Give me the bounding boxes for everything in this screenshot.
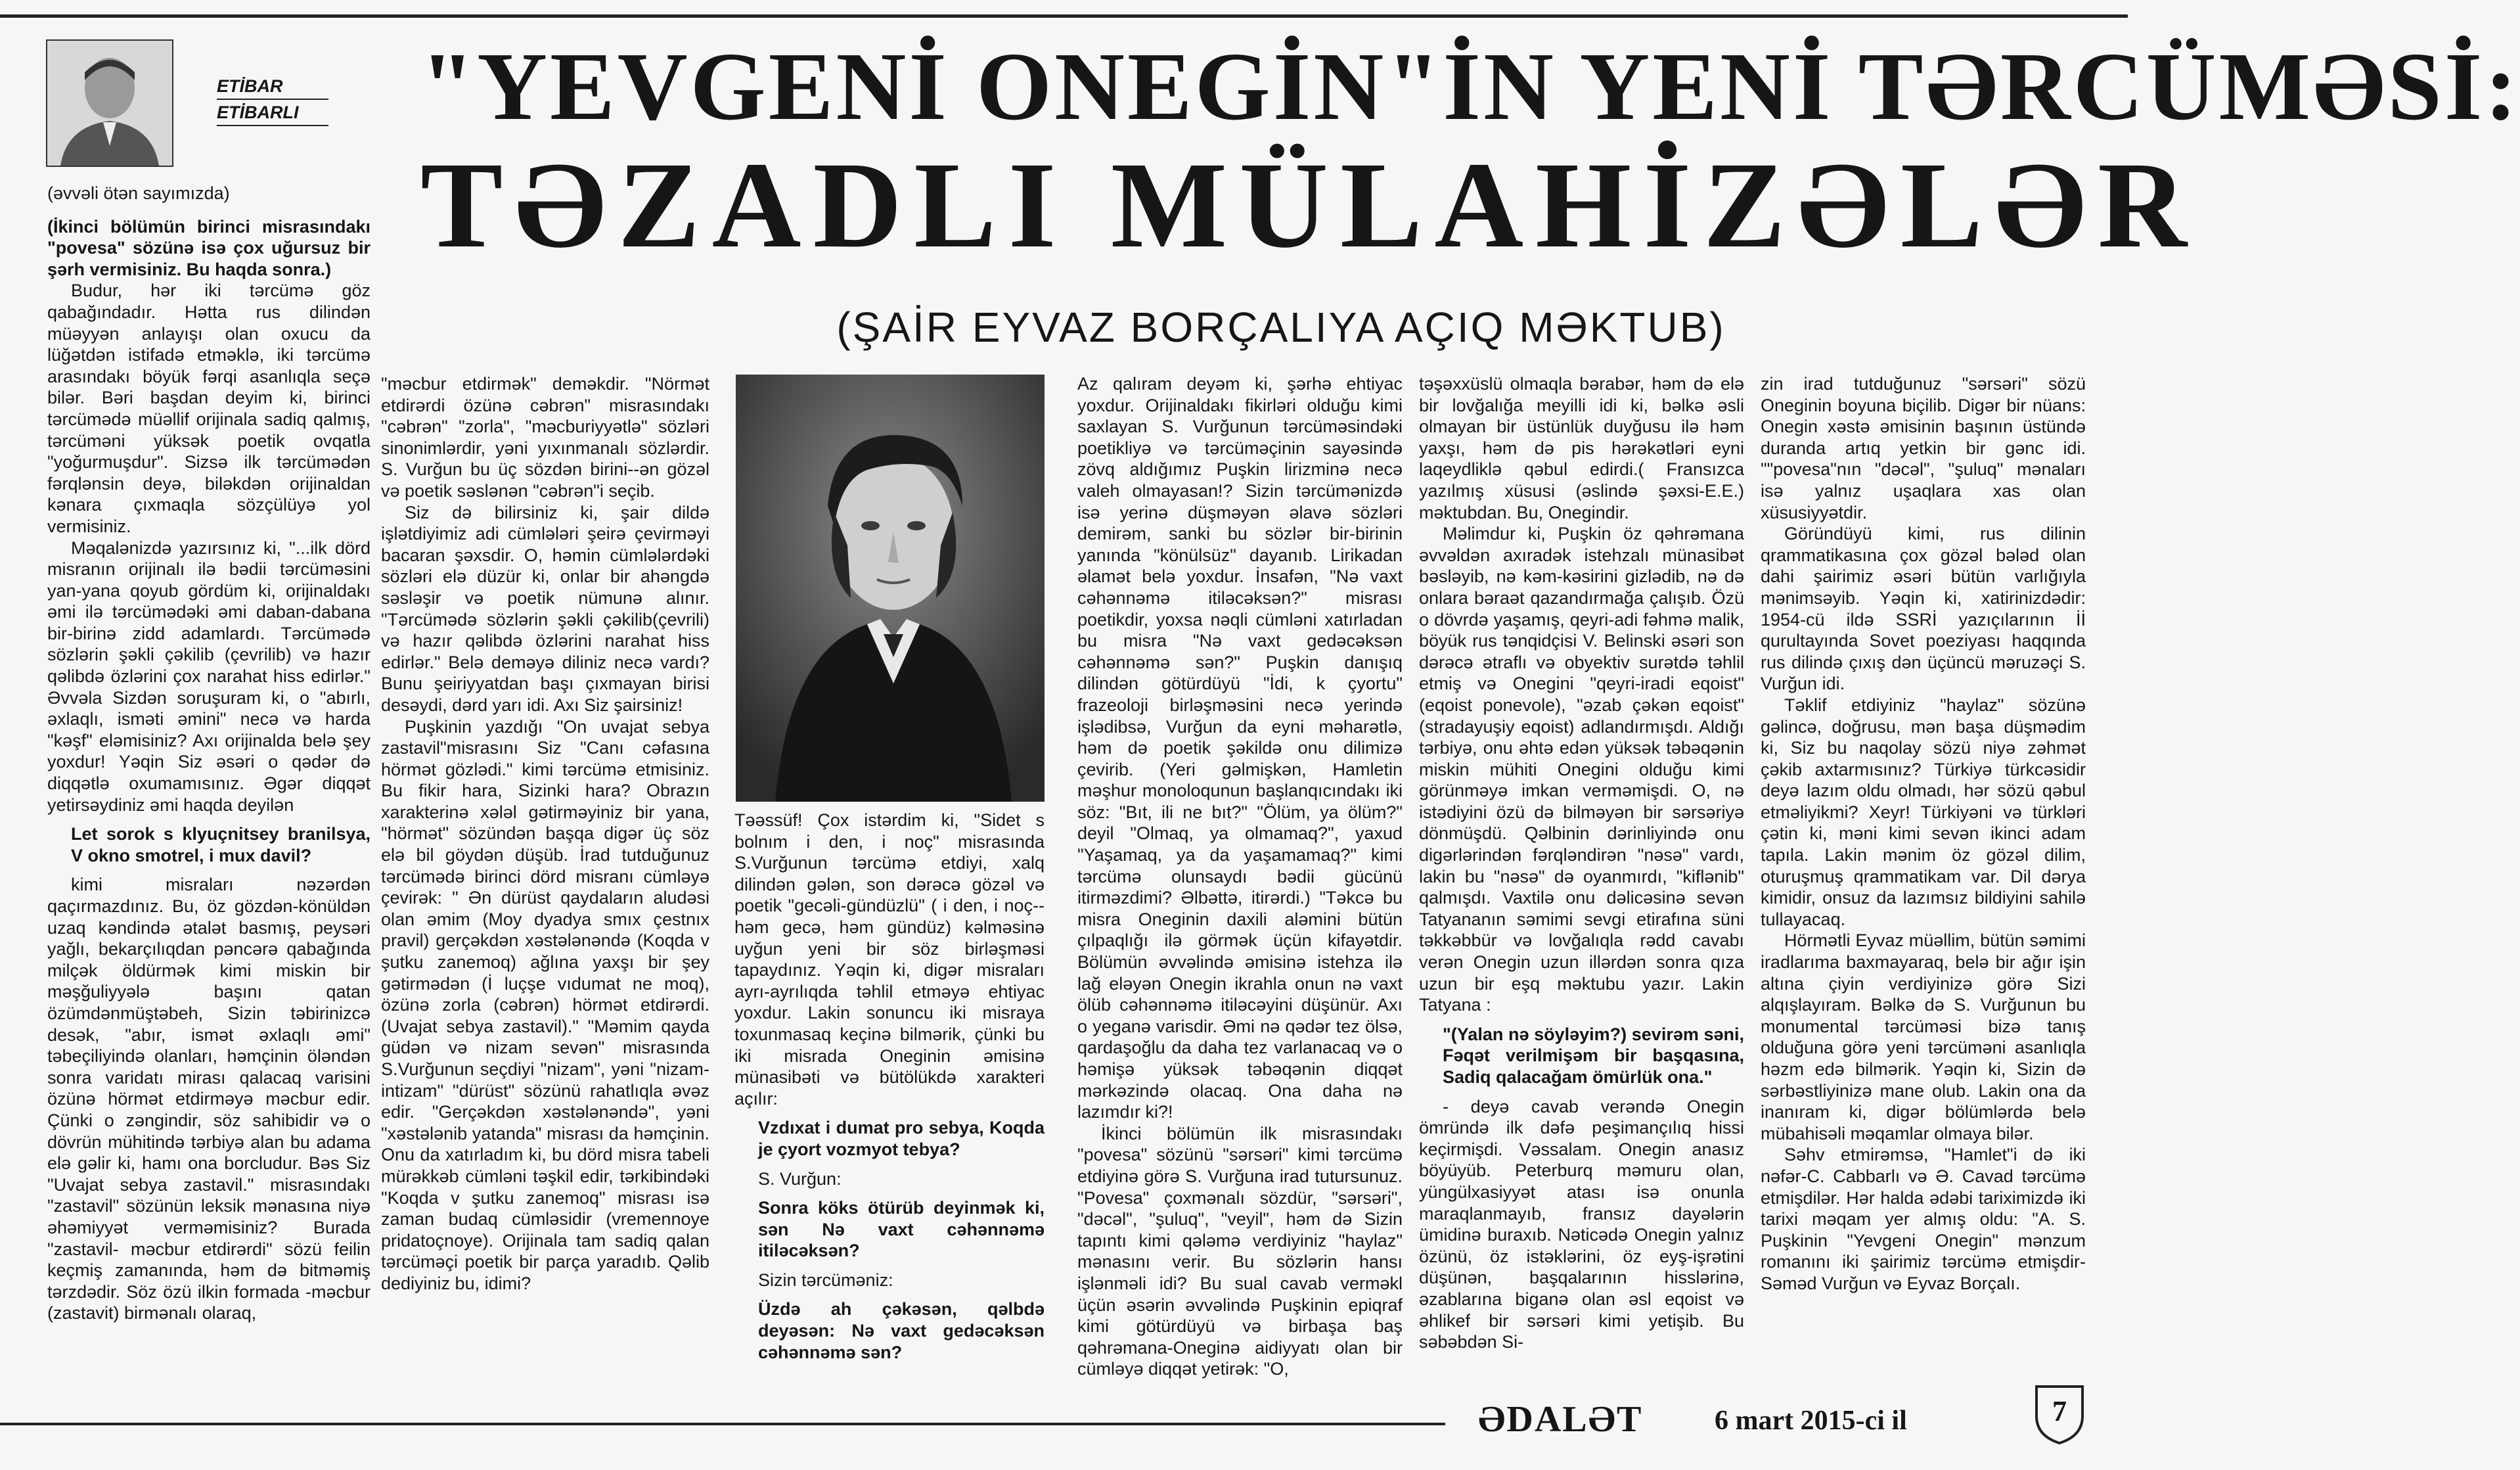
quoted-verse: "(Yalan nə söyləyim?) sevirəm səni, Fəqət verilmişəm bir başqasına, Sadiq qalacağam ömürlük ona." xyxy=(1443,1024,1744,1087)
issue-date: 6 mart 2015-ci il xyxy=(1715,1406,1907,1436)
paragraph: "məcbur etdirmək" deməkdir. "Nörmət etdirərdi özünə cəbrən" misrasındakı "cəbrən" "zorla", "məcburiyyətlə" sözləri sinonimlərdir, yəni yıxınmanalı sözlərdir. S. Vurğun bu üç sözdən birini--ən gözəl və poetik səslənən "cəbrən"i seçib. xyxy=(381,374,709,501)
headline-line-1: "YEVGENİ ONEGİN"İN YENİ TƏRCÜMƏSİ: xyxy=(420,33,2520,141)
paragraph: Budur, hər iki tərcümə göz qabağındadır. Hətta rus dilindən müəyyən anlayışı olan oxucu da lüğətdən istifadə etməklə, iki tərcümə arasındakı böyük fərqi asanlıqla seçə bilər. Bəri başdan deyim ki, birinci tərcümədə müəllif orijinala sadiq qalmış, tərcüməni yüksək poetik ovqatla "yoğurmuşdur". Sizsə ilk tərcümədən fərqlənsin deyə, biləkdən orijinaldan kənara çıxmaqla sözçülüyə yol vermisiniz. xyxy=(47,281,371,536)
paragraph: Az qalıram deyəm ki, şərhə ehtiyac yoxdur. Orijinaldakı fikirləri olduğu kimi saxlayan S. Vurğunun tərcüməsindəki poetikliyə və tərcüməçinin sayəsində zövq aldığımız Puşkin lirizminə necə valeh olmayasan!? Sizin tərcümənizdə isə yerinə düşməyən əlavə sözləri demirəm, sanki bu sözlər bir-birinin yanında "könülsüz" dayanıb. Lirikadan əlamət belə yoxdur. İnsafən, "Nə vaxt cəhənnəmə itiləcəksən?" misrası poetikdir, yoxsa nəqli cümləni xatırladan bu misra "Nə vaxt gedəcəksən cəhənnəmə sən?" Puşkin danışıq dilindən götürdüyü "İdi, k çyortu" frazeoloji birləşməsini necə yerində işlədibsə, Vurğun da eyni məharətlə, həm də poetik şəkildə onu dilimizə çevirib. (Yeri gəlmişkən, Hamletin məşhur monoloqunun başlanqıcındakı iki söz: "Bıt, ili ne bıt?" "Ölüm, ya ölüm?" deyil "Olmaq, ya olmamaq?", yaxud "Yaşamaq, ya da yaşamamaq?" kimi tərcümə olunsaydı bədii gücünü itirməzdimi? Əlbəttə, itirərdi.) "Təkcə bu misra Oneginin daxili aləmini bütün çılpaqlığı ilə görmək üçün kifayətdir. Bölümün əvvəlində əmisinə istehza ilə lağ eləyən Onegin ikrahla onun nə vaxt ölüb cəhənnəmə itiləcəyini düşünür. Axı o yeganə varisdir. Əmi nə qədər tez ölsə, qardaşoğlu da daha tez varlanacaq və o həmişə yüksək təbəqənin diqqət mərkəzində olacaq. Ona daha nə lazımdır ki?! xyxy=(1077,374,1403,1122)
author-last-name: ETİBARLI xyxy=(217,100,328,126)
pushkin-portrait xyxy=(736,375,1045,802)
paragraph: (İkinci bölümün birinci misrasındakı "povesa" sözünə isə çox uğursuz bir şərh vermisiniz. Bu haqda sonra.) xyxy=(47,216,371,279)
article-column-2 xyxy=(381,373,709,1295)
paragraph: - deyə cavab verəndə Onegin ömründə ilk dəfə peşimançılıq hissi keçirmişdi. Vəssalam. Onegin anasız böyüyüb. Peterburq məmuru olan, yüngülxasiyyət atası isə onunla maraqlanmayıb, fransız dayələrin ümidinə buraxıb. Nəticədə Onegin yalnız özünü, öz istəklərini, öz eyş-işrətini düşünən, başqalarının hisslərinə, əzablarına biganə olan əsl eqoist və əhlikef bir sərsəri kimi yetişib. Bu səbəbdən Si- xyxy=(1419,1096,1744,1352)
paragraph: Siz də bilirsiniz ki, şair dildə işlətdiyimiz adi cümlələri şeirə çevirməyi bacaran şəxsdir. O, həmin cümlələrdəki sözləri elə düzür ki, onlar bir ahəngdə səsləşir və poetik nümunə alınır. "Tərcümədə sözlərin şəkli çəkilib(çevrili) və hazır qəlibdə özlərini narahat hiss edirlər." Belə deməyə diliniz necə vardı? Bunu şeiriyyatdan başı çıxmayan birisi desəydi, dərd yarı idi. Axı Siz şairsiniz! xyxy=(381,502,709,715)
article-column-4 xyxy=(1077,373,1403,1380)
paragraph: Səhv etmirəmsə, "Hamlet"i də iki nəfər-C. Cabbarlı və Ə. Cavad tərcümə etmişdilər. Hər halda ədəbi tariximizdə iki tarixi məqam yer almış oldu: "A. S. Puşkinin "Yevgeni Onegin" mənzum romanını iki şairimiz tərcümə etmişdir-Səməd Vurğun və Eyvaz Borçalı. xyxy=(1761,1145,2086,1293)
headline-line-2: TƏZADLI MÜLAHİZƏLƏR xyxy=(420,136,2199,273)
article-column-3 xyxy=(734,810,1045,1371)
author-first-name: ETİBAR xyxy=(217,74,328,100)
paragraph: Məlimdur ki, Puşkin öz qəhrəmana əvvəldən axıradək istehzalı münasibət bəsləyib, nə kəm-kəsirini gizlədib, nə də onlara bəraət qazandırmağa çalışıb. Özü o dövrdə yaşamış, qeyri-adi fəhmə malik, böyük rus tənqidçisi V. Belinski əsəri son dərəcə ətraflı və obyektiv surətdə təhlil etmiş və Onegini "qeyri-iradi eqoist" (eqoist ponevole), "əzab çəkən eqoist" (stradayuşiy eqoist) adlandırmışdı. Aldığı tərbiyə, onu əhtə edən yüksək təbəqənin miskin mühiti Onegini olduğu kimi görünməyə imkan verməmişdi. O, nə istədiyini özü də bilməyən bir sərsəriyə dönmüşdü. Qəlbinin dərinliyində onu digərlərindən fərqləndirən "nəsə" vardı, lakin bu "nəsə" də oyanmırdı, "kiflənib" qalmışdı. Vaxtilə onu dəlicəsinə sevən Tatyananın səmimi sevgi etirafına süni təkkəbbür və lovğalıqla rədd cavabı verən Onegin uzun illərdən sonra qıza uzun bir eşq məktubu yazır. Lakin Tatyana : xyxy=(1419,524,1744,1015)
paragraph: Məqalənizdə yazırsınız ki, "...ilk dörd misranın orijinalı ilə bədii tərcüməsini yan-yana qoyub gördüm ki, orijinaldakı əmi ilə tərcümədəki əmi daban-dabana bir-birinə zidd adamlardı. Tərcümədə sözlərin şəkli çəkilib (çevrilib) və hazır qəlibdə özlərini çox narahat hiss edirlər." Əvvəla Sizdən soruşuram ki, o "abırlı, əxlaqlı, isməti əmini" necə və harda "kəşf" eləmisiniz? Axı orijinalda belə şey yoxdur! Yəqin Siz əsəri o qədər də diqqətlə oxumamısınız. Əgər diqqət yetirsəydiniz əmi haqda deyilən xyxy=(47,538,371,815)
quoted-verse: Sonra köks ötürüb deyinmək ki, sən Nə vaxt cəhənnəmə itiləcəksən? xyxy=(758,1198,1045,1261)
footer-rule xyxy=(0,1423,1445,1425)
article-column-5 xyxy=(1419,373,1744,1353)
paragraph: Hörmətli Eyvaz müəllim, bütün səmimi iradlarıma baxmayaraq, belə bir ağır işin altına çiyin verdiyinizə görə Sizi alqışlayıram. Bəlkə də S. Vurğunun bu monumental tərcüməsi bizə tanış olduğuna görə yeni tərcüməni asanlıqla həzm edə bilmərik. Yəqin ki, Sizin də sərbəstliyinizə mane olub. Lakin ona da inanıram ki, digər bölümlərdə belə mübahisəli məqamlar olmaya bilər. xyxy=(1761,930,2086,1143)
paragraph: Təklif etdiyiniz "haylaz" sözünə gəlincə, doğrusu, mən başa düşmədim ki, Siz bu naqolay sözü niyə zəhmət çəkib axtarmısınız? Türkiyə türkcəsidir deyə lazım oldu olmadı, hər sözü qəbul etməliyikmi? Xeyr! Türkiyəni və türkləri çətin ki, məni kimi sevən ikinci adam tapıla. Lakin mənim öz gözəl dilim, oturuşmuş qrammatikam var. Dil dərya kimidir, onsuz da lazımsız bildiyini sahilə tullayacaq. xyxy=(1761,695,2086,929)
article-column-1 xyxy=(47,183,371,1324)
paragraph: kimi misraları nəzərdən qaçırmazdınız. Bu, öz gözdən-könüldən uzaq kəndində ətalət basmış, peysəri yağlı, bekarçılıqdan pəncərə qabağında milçək öldürmək kimi miskin bir məşğuliyyələ başını qatan özümdənmüştəbeh, Sizin təbirinizcə desək, "abır, ismət əxlaqlı əmi" təbeçiliyində olanları, həmçinin öləndən sonra varidatı mirası qalacaq varisini özünə hörmət etdirməyə məcbur edir. Çünki o zəngindir, söz sahibidir və o dövrün mühitində tərbiyə alan bu adama elə gəlir ki, hamı ona borcludur. Bəs Siz "Uvajat sebya zastavil." misrasındakı "zastavil" sözünün leksik mənasına niyə əhəmiyyət verməmisiniz? Burada "zastavil- məcbur etdirərdi" sözü feilin keçmiş zamanında, həm də bitməmiş tərzdədir. Söz özü ilkin formada -məcbur (zastavit) birmənalı olaraq, xyxy=(47,875,371,1323)
paragraph: Göründüyü kimi, rus dilinin qrammatikasına çox gözəl bələd olan dahi şairimiz əsəri bütün varlığıyla mənimsəyib. Yəqin ki, xatirinizdədir: 1954-cü ildə SSRİ yazıçılarının İİ qurultayında Sovet poeziyası haqqında rus dilində çıxış dən üçüncü məruzəçi S. Vurğun idi. xyxy=(1761,524,2086,694)
pushkin-portrait-image xyxy=(736,375,1045,802)
author-name xyxy=(217,74,328,126)
top-rule xyxy=(0,14,2128,18)
quoted-verse: Üzdə ah çəkəsən, qəlbdə deyəsən: Nə vaxt gedəcəksən cəhənnəmə sən? xyxy=(758,1299,1045,1362)
paragraph: S. Vurğun: xyxy=(758,1168,842,1189)
paragraph-gap xyxy=(47,204,371,216)
paragraph: Sizin tərcüməniz: xyxy=(758,1270,893,1290)
article-column-6 xyxy=(1761,373,2086,1295)
paragraph: (əvvəli ötən sayımızda) xyxy=(47,183,230,203)
quoted-verse: Vzdıxat i dumat pro sebya, Koqda je çyort vozmyot tebya? xyxy=(758,1118,1045,1159)
paragraph: Puşkinin yazdığı "On uvajat sebya zastavil"misrasını Siz "Canı cəfasına hörmət gözlədi." kimi tərcümə etmisiniz. Bu fikir hara, Sizinki hara? Obrazın xarakterinə xələl gətirməyiniz bir yana, "hörmət" sözündən başqa digər üç söz elə bil göydən düşüb. İrad tutduğunuz tərcümədə birinci dörd misranı cümləyə çevirək: " Ən dürüst qaydaların aludəsi olan əmim (Moy dyadya smıx çestnıx pravil) gerçəkdən xəstələnəndə (Koqda v şutku zanemoq) ağlına yaxşı bir şey gətirmədən (İ luçşe vıdumat ne moq), özünə zorla (cəbrən) hörmət etdirərdi.(Uvajat sebya zastavil)." "Məmim qayda güdən və nizam sevən" misrasında S.Vurğunun seçdiyi "nizam", yəni "nizam-intizam" "dürüst" sözünü rahatlıqla əvəz edir. "Gerçəkdən xəstələnəndə", yəni "xəstələnib yatanda" misrası da həmçinin. Onu da xatırladım ki, bu dörd misra tabeli mürəkkəb cümləni təşkil edir, tərkibindəki "Koqda v şutku zanemoq" misrası isə zaman budaq cümləsidir (vremennoye pridatoçnoye). Orijinala tam sadiq qalan tərcüməçi poetik bir parça yaradıb. Qəlib dediyiniz bu, idimi? xyxy=(381,716,709,1293)
author-portrait-image xyxy=(47,41,172,166)
paragraph: təşəxxüslü olmaqla bərabər, həm də elə bir lovğalığa meyilli idi ki, bəlkə əsli olmayan bir üstünlük duyğusu ilə həm yaxşı, həm də pis hərəkətləri eyni laqeydliklə qəbul edirdi.( Fransızca yazılmış xüsusi (əslində şəxsi-E.E.) məktubdan. Bu, Onegindir. xyxy=(1419,374,1744,522)
author-photo xyxy=(46,39,173,167)
paragraph: zin irad tutduğunuz "sərsəri" sözü Oneginin boyuna biçilib. Digər bir nüans: Onegin xəstə əmisinin başının üstündə duranda artıq yetkin bir gənc idi. ""povesa"nın "dəcəl", "şuluq" mənaları isə yalnız uşaqlara xas olan xüsusiyyətdir. xyxy=(1761,374,2086,522)
page-number-badge xyxy=(2030,1380,2089,1446)
subheadline: (ŞAİR EYVAZ BORÇALIYA AÇIQ MƏKTUB) xyxy=(836,304,1726,351)
quoted-verse: Let sorok s klyuçnitsey branilsya, V okno smotrel, i mux davil? xyxy=(71,824,371,865)
paragraph: İkinci bölümün ilk misrasındakı "povesa" sözünü "sərsəri" kimi tərcümə etdiyinə görə S. Vurğuna irad tutursunuz. "Povesa" çoxmənalı sözdür, "sərsəri", "dəcəl", "şuluq", "veyil", həm də Sizin tapıntı kimi qələmə verdiyiniz "haylaz" mənasını verir. Bu sözlərin hansı işlənməli idi? Bu sual cavab verməkl üçün əsərin əvvəlində Puşkinin epiqraf kimi götürdüyü və birbaşa baş qəhrəmana-Oneginə aidiyyatı olan bir cümləyə diqqət yetirək: "O, xyxy=(1077,1123,1403,1379)
paragraph: Təəssüf! Çox istərdim ki, "Sidet s bolnım i den, i noç" misrasında S.Vurğunun tərcümə etdiyi, xalq dilindən gələn, son dərəcə gözəl və poetik "gecəli-gündüzlü" ( i den, i noç--həm gecə, həm gündüz) kəlməsinə uyğun yeni bir söz birləşməsi tapaydınız. Yəqin ki, digər misraları ayrı-ayrılıqda təhlil etməyə ehtiyac yoxdur. Lakin sonuncu iki misraya toxunmasaq keçinə bilmərik, çünki bu iki misrada Oneginin əmisinə münasibəti və bütölükdə xarakteri açılır: xyxy=(734,810,1045,1109)
newspaper-name: ƏDALƏT xyxy=(1478,1399,1643,1440)
page-number: 7 xyxy=(2052,1395,2067,1427)
